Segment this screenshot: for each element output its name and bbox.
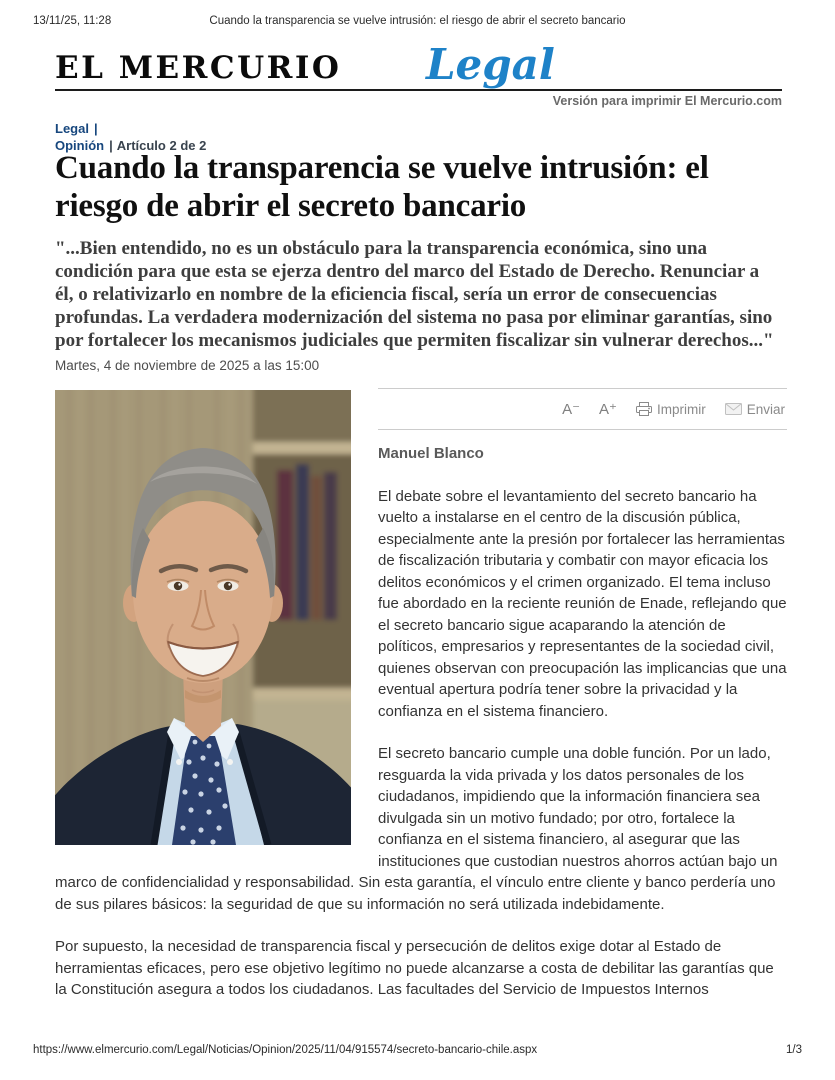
print-version-label: Versión para imprimir El Mercurio.com — [552, 94, 782, 108]
article-paragraph: El debate sobre el levantamiento del secreto bancario ha vuelto a instalarse en el centro de la discusión pública, especialmente ante la presión por fortalecer las herramientas de fiscalización tributaria y combatir con mayor eficacia los delitos económicos y el crimen organizado. El tema incluso fue abordado en la reciente reunión de Enade, reflejando que el secreto bancario sigue acaparando la atención de políticos, empresarios y representantes de la sociedad civil, quienes observan con preocupación las implicancias que una eventual apertura podría tener sobre la privacidad y la confianza en el sistema financiero. — [378, 487, 787, 720]
breadcrumb-separator: | — [93, 121, 98, 136]
print-doc-title: Cuando la transparencia se vuelve intrusión: el riesgo de abrir el secreto bancario — [209, 15, 626, 27]
print-source-url: https://www.elmercurio.com/Legal/Noticias/Opinion/2025/11/04/915574/secreto-bancario-chile.aspx — [33, 1044, 538, 1056]
breadcrumb-separator: | — [109, 137, 113, 153]
article-headline: Cuando la transparencia se vuelve intrusión: el riesgo de abrir el secreto bancario — [55, 150, 709, 224]
article-tools — [562, 400, 785, 418]
print-button-label: Imprimir — [656, 401, 706, 417]
article-paragraph: El secreto bancario cumple una doble función. Por un lado, resguarda la vida privada y los datos personales de los ciudadanos, impidiendo que la información financiera sea divulgada sin un motivo fundado; por otro, fortalece la confianza en el sistema financiero, al asegurar que las instituciones que custodian nuestros ahorros actúan bajo un marco de confidencialidad y responsabilidad. Sin esta garantía, el vínculo entre cliente y banco perdería uno de sus pilares básicos: la seguridad de que su información no será utilizada indebidamente. — [55, 745, 778, 913]
article-dateline: Martes, 4 de noviembre de 2025 a las 15:00 — [55, 358, 320, 373]
breadcrumb-link-opinion[interactable]: Opinión — [55, 137, 105, 153]
share-buttons — [380, 397, 435, 421]
el-mercurio-logo: EL MERCURIO — [55, 50, 342, 86]
print-button[interactable] — [636, 402, 706, 417]
masthead — [55, 40, 782, 89]
font-decrease-button[interactable]: A⁻ — [562, 401, 581, 418]
masthead-divider — [55, 89, 782, 91]
article-body — [55, 388, 787, 1001]
x-share-button[interactable] — [411, 397, 435, 421]
breadcrumb-link-legal[interactable]: Legal — [55, 121, 89, 136]
share-toolbar — [378, 388, 787, 430]
article-paragraph: Por supuesto, la necesidad de transparencia fiscal y persecución de delitos exige dotar al Estado de herramientas eficaces, pero ese objetivo legítimo no puede alcanzarse a costa de debilitar las garantías que la Constitución asegura a todos los ciudadanos. Las facultades del Servicio de Impuestos Internos — [55, 938, 774, 998]
browser-print-header — [33, 15, 802, 29]
author-photo-illustration — [55, 390, 351, 845]
send-button-label: Enviar — [746, 401, 785, 417]
print-page-indicator: 1/3 — [786, 1044, 802, 1056]
author-photo — [55, 390, 351, 845]
facebook-icon: f — [389, 400, 395, 420]
breadcrumb-article-position: Artículo 2 de 2 — [116, 137, 207, 153]
font-increase-button[interactable]: A⁺ — [599, 401, 617, 418]
envelope-icon — [725, 403, 742, 415]
print-datetime: 13/11/25, 11:28 — [33, 15, 112, 27]
send-button[interactable] — [725, 402, 785, 417]
article-pull-quote: "...Bien entendido, no es un obstáculo para la transparencia económica, sino una condición para que esta se ejerza dentro del marco del Estado de Derecho. Renunciar a él, o relativizarlo en nombre de la eficiencia fiscal, sería un error de consecuencias profundas. La verdadera modernización del sistema no pasa por eliminar garantías, sino por fortalecer los mecanismos judiciales que permiten fiscalizar sin vulnerar derechos..." — [55, 238, 774, 351]
browser-print-footer — [33, 1044, 802, 1058]
x-icon: X — [417, 400, 428, 418]
legal-section-logo: Legal — [426, 40, 555, 89]
facebook-share-button[interactable] — [380, 397, 404, 421]
author-name: Manuel Blanco — [378, 445, 484, 462]
printer-icon — [636, 402, 652, 416]
